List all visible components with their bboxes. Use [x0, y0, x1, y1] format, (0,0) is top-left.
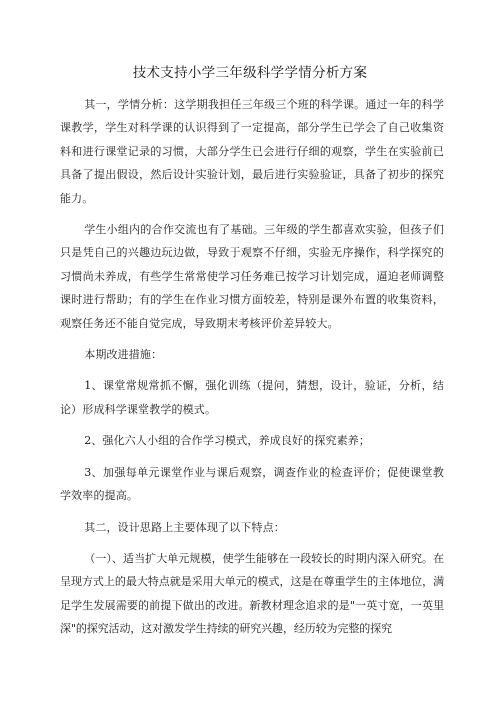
- paragraph-improvement-heading: 本期改进措施：: [84, 348, 163, 362]
- paragraph-design-point-1: （一）、适当扩大单元规模，使学生能够在一段较长的时期内深入研究。在呈现方式上的最大特点就是采用大单元的模式，这是在尊重学生的主体地位，满足学生发展需要的前提下做出的改进。新教材理念追求的是"一英寸宽，一英里深"的探究活动，这对激发学生持续的研究兴趣，经历较为完整的探究: [60, 551, 444, 636]
- paragraph-group-cooperation: 学生小组内的合作交流也有了基础。三年级的学生都喜欢实验，但孩子们只是凭自己的兴趣边玩边做，导致于观察不仔细，实验无序操作，科学探究的习惯尚未养成，有些学生常常使学习任务难已按学习计划完成，逼迫老师调整课时进行帮助；有的学生在作业习惯方面较差，特别是课外布置的收集资料，观察任务还不能自觉完成，导致期末考核评价差异较大。: [60, 223, 444, 330]
- paragraph-measure-1: 1、课堂常规常抓不懈，强化训练（提问，猜想，设计，验证，分析，结论）形成科学课堂教学的模式。: [60, 379, 444, 416]
- paragraph-design-heading: 其二，设计思路上主要体现了以下特点：: [84, 520, 285, 534]
- paragraph-measure-2: 2、强化六人小组的合作学习模式，养成良好的探究素养；: [84, 434, 371, 448]
- paragraph-learning-analysis: 其一，学情分析：这学期我担任三年级三个班的科学课。通过一年的科学课教学，学生对科学课的认识得到了一定提高，部分学生已学会了自己收集资料和进行课堂记录的习惯，大部分学生已会进行仔细的观察，学生在实验前已具备了提出假设，然后设计实验计划，最后进行实验验证，具备了初步的探究能力。: [60, 98, 444, 205]
- document-body: [60, 93, 444, 649]
- paragraph-measure-3: 3、加强每单元课堂作业与课后观察，调查作业的检查评价；促使课堂教学效率的提高。: [60, 465, 444, 503]
- document-title: 技术支持小学三年级科学学情分析方案: [132, 65, 368, 81]
